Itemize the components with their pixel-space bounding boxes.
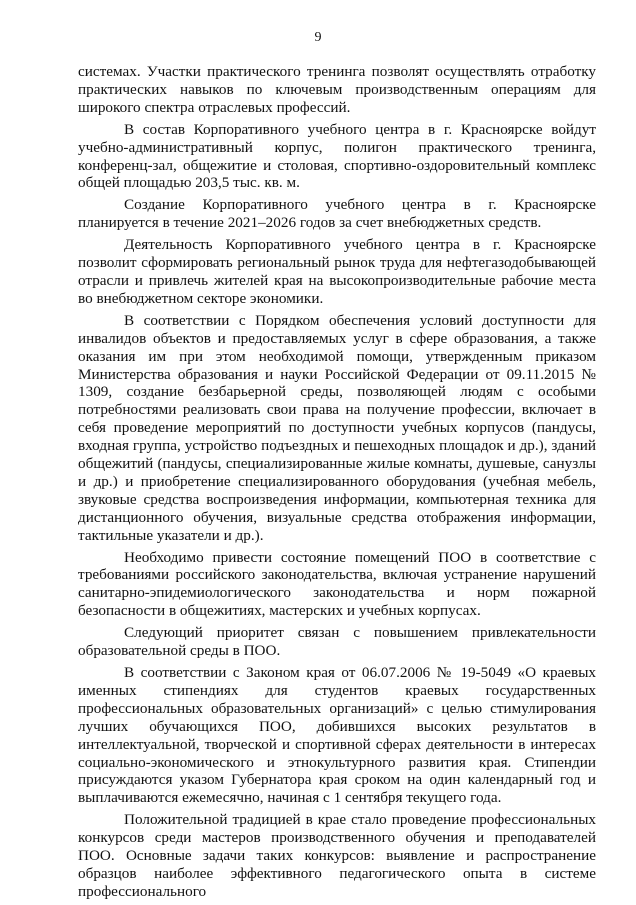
paragraph-next-priority: Следующий приоритет связан с повышением привлекательности образовательной среды в ПОО. <box>78 624 596 660</box>
page-number: 9 <box>314 30 322 45</box>
paragraph-professional-contests: Положительной традицией в крае стало проведение профессиональных конкурсов среди мастеров производственного обучения и преподавателей ПОО. Основные задачи таких конкурсов: выявление и распространение образцов наиболее эффективного педагогического опыта в системе профессионального <box>78 811 596 900</box>
paragraph-accessibility: В соответствии с Порядком обеспечения условий доступности для инвалидов объектов и предоставляемых услуг в сфере образования, а также оказания им при этом необходимой помощи, утвержденным приказом Министерства образования и науки Российской Федерации от 09.11.2015 № 1309, создание безбарьерной среды, позволяющей людям с особыми потребностями реализовать свои права на получение профессии, включает в себя проведение мероприятий по доступности учебных корпусов (пандусы, входная группа, устройство подъездных и пешеходных площадок и др.), зданий общежитий (пандусы, специализированные жилые комнаты, душевые, санузлы и др.) и приобретение специализированного оборудования (учебная мебель, звуковые средства воспроизведения информации, компьютерная техника для дистанционного обучения, визуальные средства отображения информации, тактильные указатели и др.). <box>78 311 596 544</box>
paragraph-continuation: системах. Участки практического тренинга позволят осуществлять отработку практических навыков по ключевым производственным операциям для широкого спектра отраслевых профессий. <box>78 63 596 116</box>
paragraph-premises-compliance: Необходимо привести состояние помещений ПОО в соответствие с требованиями российского законодательства, включая устранение нарушений санитарно-эпидемиологического законодательства и норм пожарной безопасности в общежитиях, мастерских и учебных корпусах. <box>78 548 596 620</box>
paragraph-scholarships: В соответствии с Законом края от 06.07.2006 № 19-5049 «О краевых именных стипендиях для студентов краевых государственных профессиональных образовательных организаций» с целью стимулирования лучших обучающихся ПОО, добившихся высоких результатов в интеллектуальной, творческой и спортивной сферах деятельности в интересах социально-экономического и этнокультурного развития края. Стипендии присуждаются указом Губернатора края сроком на один календарный год и выплачиваются ежемесячно, начиная с 1 сентября текущего года. <box>78 664 596 807</box>
paragraph-training-center-structure: В состав Корпоративного учебного центра в г. Красноярске войдут учебно-административный корпус, полигон практического тренинга, конференц-зал, общежитие и столовая, спортивно-оздоровительный комплекс общей площадью 203,5 тыс. кв. м. <box>78 120 596 192</box>
paragraph-training-center-impact: Деятельность Корпоративного учебного центра в г. Красноярске позволит сформировать региональный рынок труда для нефтегазодобывающей отрасли и привлечь жителей края на высокопроизводительные рабочие места во внебюджетном секторе экономики. <box>78 236 596 307</box>
paragraph-training-center-timeline: Создание Корпоративного учебного центра в г. Красноярске планируется в течение 2021–2026 годов за счет внебюджетных средств. <box>78 196 596 232</box>
document-body <box>78 63 596 901</box>
